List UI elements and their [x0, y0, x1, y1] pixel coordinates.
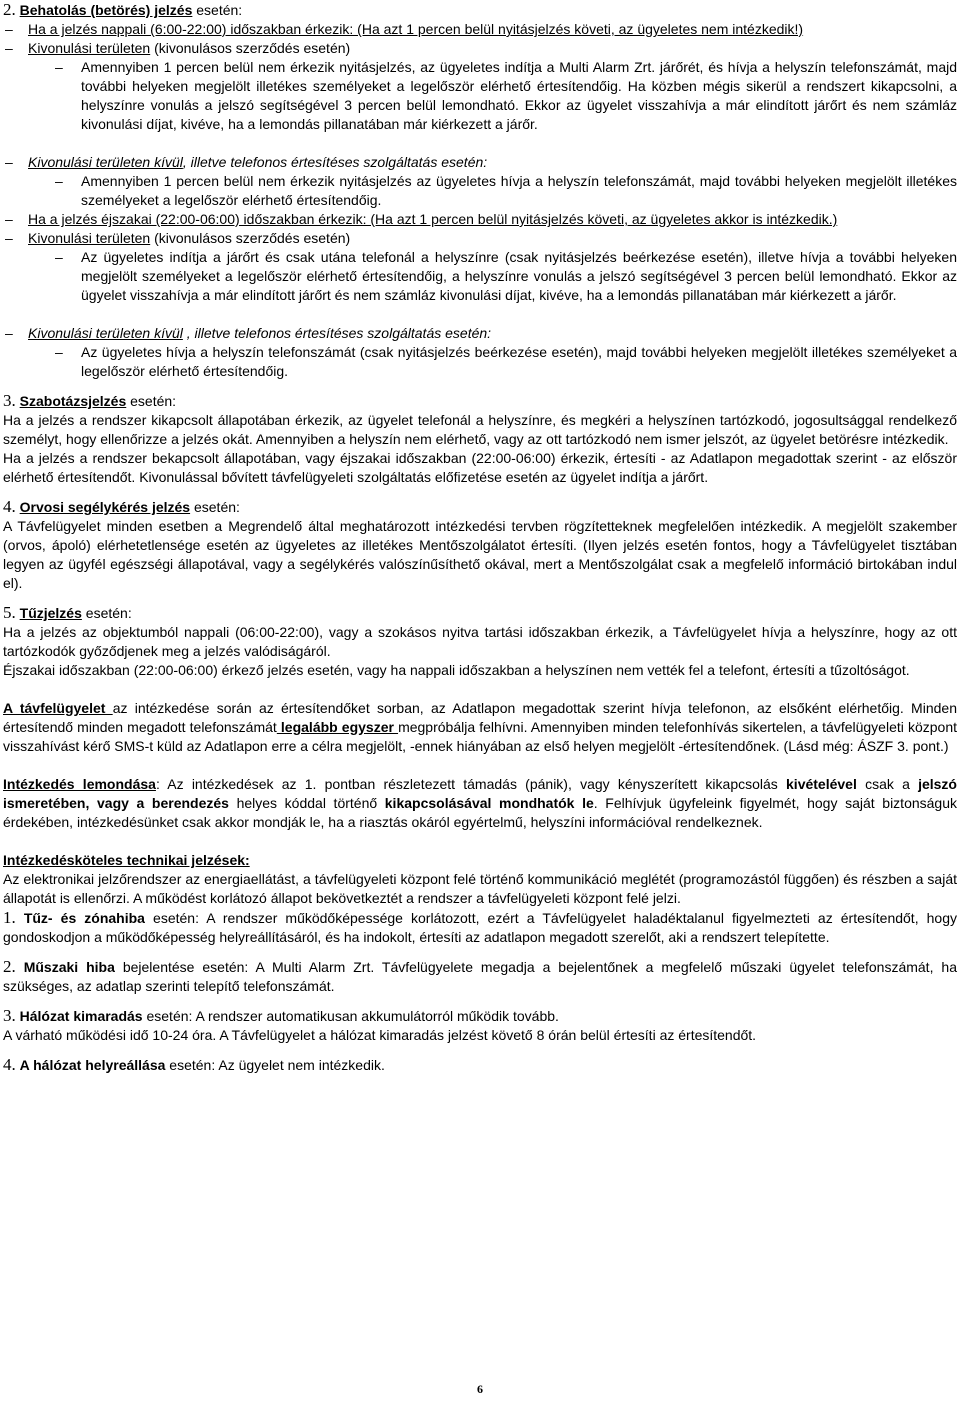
page-number: 6 [477, 1382, 483, 1396]
night-alarm-item [3, 210, 957, 229]
monitoring-emphasis: legalább egyszer [276, 719, 399, 735]
section-5-paragraph-2: Éjszakai időszakban (22:00-06:00) érkező jelzés esetén, vagy ha nappali időszakban a helyszínen nem vették fel a telefont, értesíti a tűzoltóságot. [3, 662, 910, 678]
dash-bullet: – [5, 211, 13, 227]
section-5-title: Tűzjelzés [19, 605, 82, 621]
technical-item-4: 4. A hálózat helyreállása esetén: Az ügyelet nem intézkedik. [3, 1055, 385, 1074]
night-area-head: Kivonulási területen [28, 230, 151, 246]
section-2-title: Behatolás (betörés) jelzés [19, 2, 193, 18]
dash-bullet: – [5, 230, 13, 246]
cancellation-lead: Intézkedés lemondása [3, 776, 156, 792]
dash-bullet: – [55, 173, 63, 189]
dash-bullet: – [5, 154, 13, 170]
night-outside-item: – Kivonulási területen kívül , illetve telefonos értesítéses szolgáltatás esetén: [5, 325, 492, 341]
technical-item-1: 1. Tűz- és zónahiba esetén: A rendszer működőképessége korlátozott, ezért a Távfelügyelet haladéktalanul figyelmezteti az értesítendőt, hogy gondoskodjon a működőképesség helyreállításáról, és ha indokolt, értesíti az adatlapon megadott szerelőt, aki a rendszert telepítette. [3, 908, 958, 945]
section-3-title: Szabotázsjelzés [19, 393, 127, 409]
day-outside-head: Kivonulási területen kívül [28, 154, 183, 170]
technical-item-3-detail: A várható működési idő 10-24 óra. A Távfelügyelet a hálózat kimaradás jelzést követő 8 órán belül értesíti az értesítendőt. [3, 1027, 757, 1043]
day-outside-item: – Kivonulási területen kívül, illetve telefonos értesítéses szolgáltatás esetén: [5, 154, 488, 170]
night-outside-head: Kivonulási területen kívül [28, 325, 183, 341]
section-2-heading: 2. Behatolás (betörés) jelzés esetén: [3, 0, 243, 19]
day-area-item: – Kivonulási területen (kivonulásos szerződés esetén) [5, 40, 351, 56]
night-alarm-text: Ha a jelzés éjszakai (22:00-06:00) időszakban érkezik: (Ha azt 1 percen belül nyitásjelzés követi, az ügyeletes akkor is intézkedik.) [28, 211, 838, 227]
night-area-body: – Az ügyeletes indítja a járőrt és csak utána telefonál a helyszínre (csak nyitásjelzés beérkezése esetén), illetve hívja a további helyeken megjelölt személyeket a legelőször elérhető értesítendőig, a helyszínre vonulás a jelszó segítségével 3 percen belül lemondható. Ekkor az ügyelet visszahívja a már elindított járőrt és nem számláz kivonulási díjat, kivéve, ha a lemondás pillanatában már kiérkezett a járőr. [55, 249, 957, 303]
section-5-paragraph-1: Ha a jelzés az objektumból nappali (06:00-22:00), vagy a szokásos nyitva tartási időszakban érkezik, a Távfelügyelet hívja a helyszínre, hogy az ott tartózkodók győződjenek meg a jelzés valódiságáról. [3, 624, 957, 659]
section-3-paragraph-2: Ha a jelzés a rendszer bekapcsolt állapotában, vagy éjszakai időszakban (22:00-06:00) érkezik, értesíti - az Adatlapon megadottak szerint - az először elérhető értesítendőt. Kivonulással bővített távfelügyeleti szolgáltatás előfizetése esetén az ügyelet indítja a járőrt. [3, 450, 957, 485]
day-alarm-text: Ha a jelzés nappali (6:00-22:00) időszakban érkezik: (Ha azt 1 percen belül nyitásjelzés követi, az ügyeletes nem intézkedik!) [28, 21, 804, 37]
section-5-heading: 5. Tűzjelzés esetén: [3, 603, 132, 622]
technical-alarms-heading: Intézkedésköteles technikai jelzések: [3, 852, 250, 868]
technical-item-3: 3. Hálózat kimaradás esetén: A rendszer automatikusan akkumulátorról működik tovább. [3, 1006, 559, 1025]
technical-alarms-intro: Az elektronikai jelzőrendszer az energiaellátást, a távfelügyeleti központ felé történő kommunikáció meglétét (programozástól függően) és részben a saját állapotát is ellenőrzi. A működést korlátozó állapot bekövetkeztét a rendszer a távfelügyeleti központ felé jelzi. [3, 871, 957, 906]
technical-item-3-title: Hálózat kimaradás [19, 1008, 143, 1024]
cancellation-paragraph: Intézkedés lemondása: Az intézkedések az 1. pontban részletezett támadás (pánik), vagy kényszerített kikapcsolás kivételével csak a jelszó ismeretében, vagy a berendezés helyes kóddal történő kikapcsolásával mondhatók le. Felhívjuk ügyfeleink figyelmét, hogy saját biztonságuk érdekében, intézkedésünket csak akkor mondják le, ha a riasztás okáról egyértelmű, helyszíni információval rendelkeznek. [3, 776, 957, 830]
dash-bullet: – [5, 325, 13, 341]
section-4-paragraph: A Távfelügyelet minden esetben a Megrendelő által meghatározott intézkedési tervben rögzítetteknek megfelelően intézkedik. A megjelölt szakember (orvos, ápoló) elérhetetlensége esetén az ügyeletes az illetékes Mentőszolgálatot értesíti. (Ilyen jelzés esetén fontos, hogy a Távfelügyelet tisztában legyen az ügyfél egészségi állapotával, vagy a segélykérés valószínűsíthető okával, mert a Mentőszolgálat csak a megfelelő információ birtokában indul el). [3, 518, 957, 591]
dash-bullet: – [55, 59, 63, 75]
technical-item-2-title: Műszaki hiba [23, 959, 115, 975]
section-4-title: Orvosi segélykérés jelzés [19, 499, 191, 515]
day-area-head: Kivonulási területen [28, 40, 151, 56]
technical-item-1-title: Tűz- és zónahiba [23, 910, 145, 926]
section-3-heading: 3. Szabotázsjelzés esetén: [3, 391, 177, 410]
day-outside-body: – Amennyiben 1 percen belül nem érkezik nyitásjelzés az ügyeletes hívja a helyszín telefonszámát, majd további helyeken megjelölt illetékes személyeket a legelőször elérhető értesítendőig. [55, 173, 957, 208]
technical-item-2: 2. Műszaki hiba bejelentése esetén: A Multi Alarm Zrt. Távfelügyelete megadja a bejelentőnek a megfelelő műszaki ügyelet telefonszámát, ha szükséges, az adatlap szerinti telepítő telefonszámát. [3, 957, 957, 994]
dash-bullet: – [5, 21, 13, 37]
day-alarm-item [3, 20, 957, 39]
dash-bullet: – [55, 249, 63, 265]
dash-bullet: – [55, 344, 63, 360]
section-3-paragraph-1: Ha a jelzés a rendszer kikapcsolt állapotában érkezik, az ügyelet telefonál a helyszínre, és megkéri a helyszínen tartózkodó, jogosultsággal rendelkező személyt, hogy ellenőrizze a jelzés okát. Amennyiben a helyszín nem elérhető, vagy az ott tartózkodó nem ismer jelszót, az ügyelet betörésre intézkedik. [3, 412, 957, 447]
day-area-body: – Amennyiben 1 percen belül nem érkezik nyitásjelzés, az ügyeletes indítja a Multi Alarm Zrt. járőrét, és hívja a helyszín telefonszámát, majd további helyeken megjelölt illetékes személyeket a legelőször elérhető értesítendőig. Ha közben mégis sikerül a rendszert kikapcsolni, a helyszínre vonulás a jelszó segítségével 3 percen belül lemondható. Ekkor az ügyelet visszahívja a már elindított járőrt és nem számláz kivonulási díjat, kivéve, ha a lemondás pillanatában már kiérkezett a járőr. [55, 59, 957, 132]
dash-bullet: – [5, 40, 13, 56]
section-4-heading: 4. Orvosi segélykérés jelzés esetén: [3, 497, 240, 516]
night-area-item: – Kivonulási területen (kivonulásos szerződés esetén) [5, 230, 351, 246]
night-outside-body: – Az ügyeletes hívja a helyszín telefonszámát (csak nyitásjelzés beérkezése esetén), majd további helyeken megjelölt illetékes személyeket a legelőször elérhető értesítendőig. [55, 344, 957, 379]
monitoring-lead: A távfelügyelet [3, 700, 113, 716]
technical-item-4-title: A hálózat helyreállása [19, 1057, 166, 1073]
monitoring-paragraph: A távfelügyelet az intézkedése során az értesítendőket sorban, az Adatlapon megadottak szerint hívja telefonon, az elsőként elérhetőig. Minden értesítendő minden megadott telefonszámát legalább egyszer megpróbálja felhívni. Amennyiben minden telefonhívás sikertelen, a távfelügyeleti központ visszahívást kérő SMS-t küld az Adatlapon erre a célra megjelölt, -ennek hiányában az első helyen megjelölt -értesítendőnek. (Lásd még: ÁSZF 3. pont.) [3, 700, 957, 754]
